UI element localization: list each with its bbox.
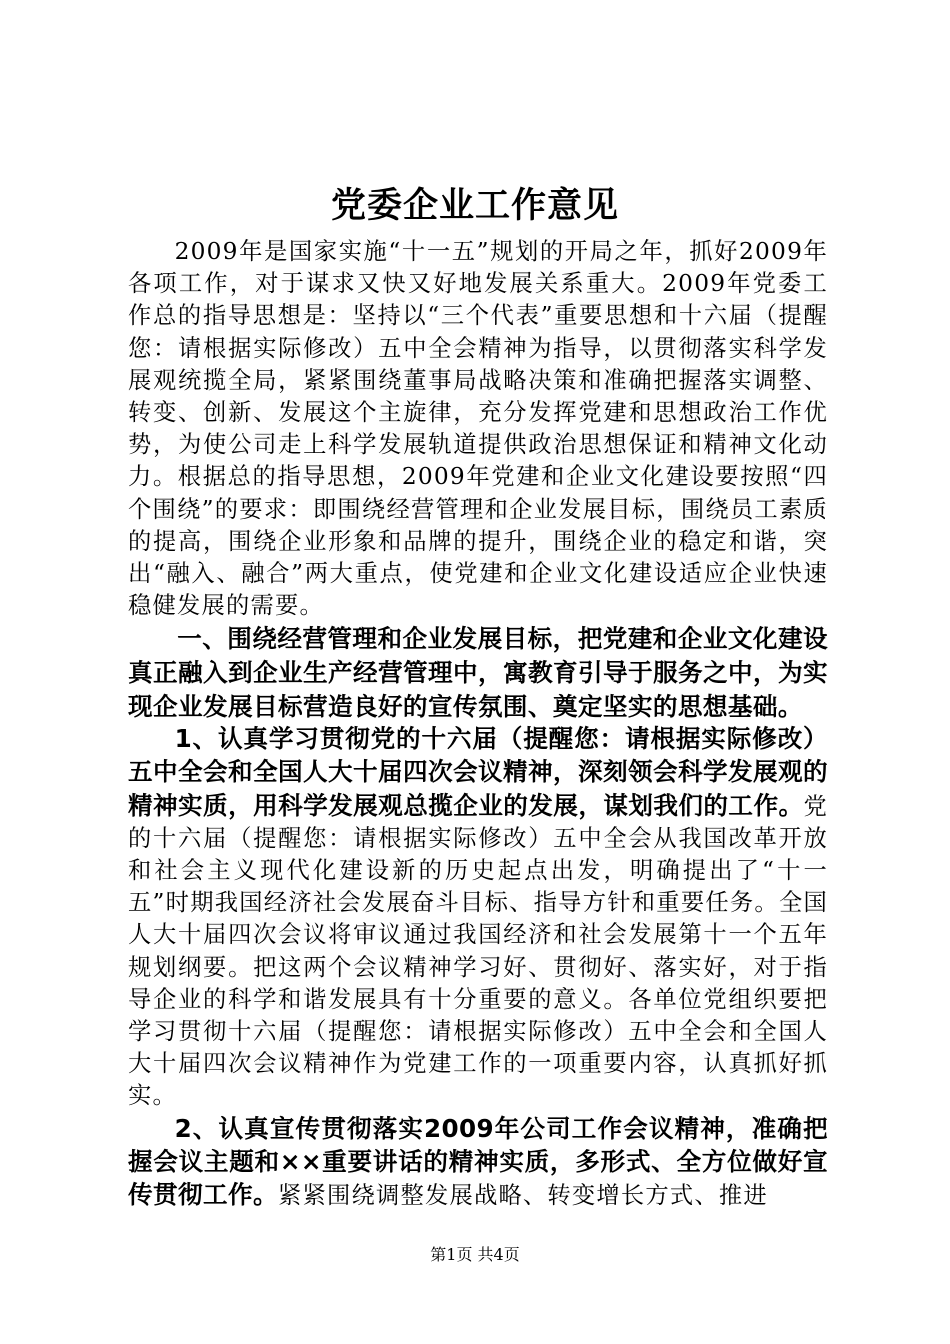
document-title: 党委企业工作意见 xyxy=(330,186,619,226)
intro-paragraph: 2009年是国家实施“十一五”规划的开局之年，抓好2009年各项工作，对于谋求又快又好地发展关系重大。2009年党委工作总的指导思想是：坚持以“三个代表”重要思想和十六届（提醒您：请根据实际修改）五中全会精神为指导，以贯彻落实科学发展观统揽全局，紧紧围绕董事局战略决策和准确把握落实调整、转变、创新、发展这个主旋律，充分发挥党建和思想政治工作优势，为使公司走上科学发展轨道提供政治思想保证和精神文化动力。根据总的指导思想，2009年党建和企业文化建设要按照“四个围绕”的要求：即围绕经营管理和企业发展目标，围绕员工素质的提高，围绕企业形象和品牌的提升，围绕企业的稳定和谐，突出“融入、融合”两大重点，使党建和企业文化建设适应企业快速稳健发展的需要。 xyxy=(128,238,828,620)
item-two-lead: 2、认真宣传贯彻落实2009年公司工作会议精神，准确把握会议主题和××重要讲话的精神实质，多形式、全方位做好宣传贯彻工作。 xyxy=(128,1113,828,1210)
item-one-lead: 1、认真学习贯彻党的十六届（提醒您：请根据实际修改）五中全会和全国人大十届四次会议精神，深刻领会科学发展观的精神实质，用科学发展观总揽企业的发展，谋划我们的工作。 xyxy=(128,724,828,820)
item-two-paragraph xyxy=(128,1113,828,1213)
item-one-paragraph xyxy=(128,723,828,1112)
page-footer: 第1页 共4页 xyxy=(430,1245,520,1264)
item-two-text: 紧紧围绕调整发展战略、转变增长方式、推进 xyxy=(277,1182,768,1210)
item-one-text: 党的十六届（提醒您：请根据实际修改）五中全会从我国改革开放和社会主义现代化建设新的历史起点出发，明确提出了“十一五”时期我国经济社会发展奋斗目标、指导方针和重要任务。全国人大十届四次会议将审议通过我国经济和社会发展第十一个五年规划纲要。把这两个会议精神学习好、贯彻好、落实好，对于指导企业的科学和谐发展具有十分重要的意义。各单位党组织要把学习贯彻十六届（提醒您：请根据实际修改）五中全会和全国人大十届四次会议精神作为党建工作的一项重要内容，认真抓好抓实。 xyxy=(128,792,828,1110)
section-one-heading: 一、围绕经营管理和企业发展目标，把党建和企业文化建设真正融入到企业生产经营管理中，寓教育引导于服务之中，为实现企业发展目标营造良好的宣传氛围、奠定坚实的思想基础。 xyxy=(128,624,828,721)
document-body xyxy=(128,236,828,1212)
